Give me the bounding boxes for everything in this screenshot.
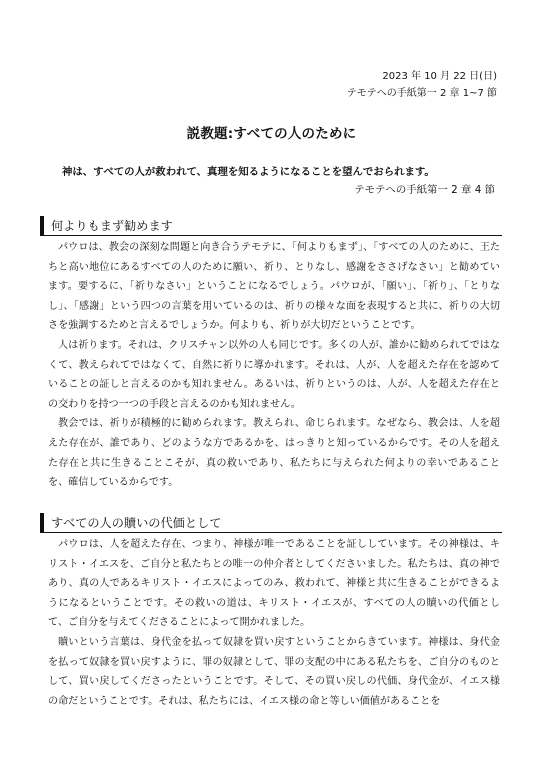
key-verse-reference: テモテへの手紙第一 2 章 4 節 bbox=[354, 184, 495, 196]
paragraph: パウロは、人を超えた存在、つまり、神様が唯一であることを証ししています。その神様は、キリスト・イエスを、ご自分と私たちとの唯一の仲介者としてくださいました。私たちは、真の神であり、真の人であるキリスト・イエスによってのみ、救われて、神様と共に生きることができるようになるということです。その救いの道は、キリスト・イエスが、すべての人の贖いの代価として、ご自分を与えてくださることによって開かれました。 bbox=[48, 539, 500, 629]
section-body bbox=[48, 238, 500, 493]
key-verse-text: 神は、すべての人が救われて、真理を知るようになることを望んでおられます。 bbox=[62, 166, 435, 178]
paragraph: 贖いという言葉は、身代金を払って奴隷を買い戻すということからきています。神様は、身代金を払って奴隷を買い戻すように、罪の奴隷として、罪の支配の中にある私たちを、ご自分のものとして、買い戻してくださったということです。そして、その買い戻しの代価、身代金が、イエス様の命だということです。それは、私たちには、イエス様の命と等しい価値があることを bbox=[48, 636, 500, 707]
paragraph: 人は祈ります。それは、クリスチャン以外の人も同じです。多くの人が、誰かに勧められてではなくて、教えられてではなくて、自然に祈りに導かれます。それは、人が、人を超えた存在を認めていることの証しと言えるのかも知れません。あるいは、祈りというのは、人が、人を超えた存在との交わりを持つ一つの手段と言えるのかも知れません。 bbox=[48, 339, 500, 410]
scripture-reference: テモテへの手紙第一 2 章 1~7 節 bbox=[346, 88, 497, 99]
paragraph: 教会では、祈りが積極的に勧められます。教えられ、命じられます。なぜなら、教会は、人を超えた存在が、誰であり、どのような方であるかを、はっきりと知っているからです。その人を超えた存在と共に生きることこそが、真の救いであり、私たちに与えられた何よりの幸いであることを、確信しているからです。 bbox=[48, 418, 500, 489]
section-heading: 何よりもまず勧めます bbox=[40, 216, 502, 236]
service-date: 2023 年 10 月 22 日(日) bbox=[382, 71, 497, 82]
sermon-title: 説教題:すべての人のために bbox=[186, 126, 357, 142]
section-heading: すべての人の贖いの代価として bbox=[40, 513, 502, 533]
paragraph: パウロは、教会の深刻な問題と向き合うテモテに、「何よりもまず」、「すべての人のために、王たちと高い地位にあるすべての人のために願い、祈り、とりなし、感謝をささげなさい」と勧めています。要するに、「祈りなさい」ということになるでしょう。パウロが、「願い」、「祈り」、「とりなし」、「感謝」という四つの言葉を用いているのは、祈りの様々な面を表現すると共に、祈りの大切さを強調するためと言えるでしょうか。何よりも、祈りが大切だということです。 bbox=[48, 242, 500, 332]
document-header bbox=[347, 68, 497, 102]
section-body bbox=[48, 535, 500, 711]
